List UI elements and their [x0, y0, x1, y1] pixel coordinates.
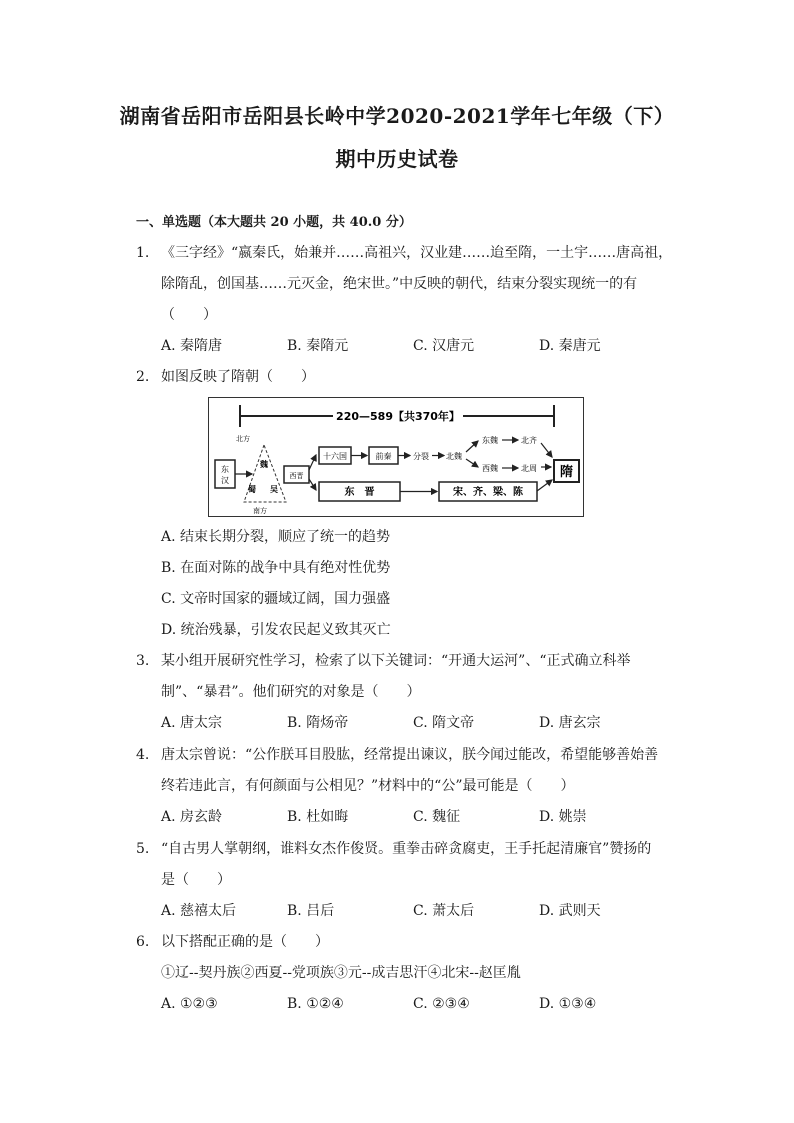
options-row	[161, 989, 676, 1020]
question-stem: ①辽--契丹族②西夏--党项族③元--成吉思汗④北宋--赵匡胤	[161, 965, 521, 981]
north-label: 北方	[236, 435, 250, 443]
question-number: 2.	[136, 369, 150, 385]
donghan-label-1: 东	[221, 465, 229, 474]
option-a[interactable]: A. 结束长期分裂，顺应了统一的趋势	[161, 529, 391, 545]
question-1	[136, 238, 676, 362]
wei-label: 魏	[260, 460, 268, 469]
option-a[interactable]: A. 唐太宗	[161, 715, 223, 731]
question-2-options	[136, 522, 676, 646]
question-stem: 以下搭配正确的是（ ）	[161, 934, 329, 950]
question-stem: （ ）	[161, 307, 217, 323]
question-stem: 是（ ）	[161, 872, 231, 888]
option-c[interactable]: C. ②③④	[413, 996, 470, 1012]
option-b[interactable]: B. 秦隋元	[287, 338, 349, 354]
options-row	[161, 802, 676, 833]
option-c[interactable]: C. 汉唐元	[413, 338, 475, 354]
option-a[interactable]: A. 慈禧太后	[161, 903, 237, 919]
question-number: 4.	[136, 747, 150, 763]
shiliuguo-label: 十六国	[323, 452, 347, 461]
option-d[interactable]: D. 秦唐元	[539, 338, 601, 354]
exam-title-line2: 期中历史试卷	[335, 147, 459, 171]
question-number: 3.	[136, 653, 150, 669]
question-number: 6.	[136, 934, 150, 950]
beizhou-label: 北周	[521, 464, 537, 473]
shu-label: 蜀	[248, 485, 256, 494]
songqiliangchen-label: 宋、齐、梁、陈	[453, 487, 523, 498]
option-b[interactable]: B. ①②④	[287, 996, 344, 1012]
dongjin-label: 东 晋	[344, 487, 375, 498]
option-a[interactable]: A. ①②③	[161, 996, 218, 1012]
option-c[interactable]: C. 文帝时国家的疆域辽阔，国力强盛	[161, 591, 391, 607]
options-row	[161, 331, 676, 362]
option-d[interactable]: D. 武则天	[539, 903, 601, 919]
sui-label: 隋	[559, 465, 574, 480]
option-a[interactable]: A. 房玄龄	[161, 809, 223, 825]
question-3	[136, 646, 676, 739]
option-b[interactable]: B. 在面对陈的战争中具有绝对性优势	[161, 560, 391, 576]
question-stem: 制”、“暴君”。他们研究的对象是（ ）	[161, 684, 421, 700]
question-stem: 除隋乱，创国基……元灭金，绝宋世。”中反映的朝代，结束分裂实现统一的有	[161, 276, 638, 292]
option-b[interactable]: B. 吕后	[287, 903, 335, 919]
question-stem: 终若违此言，有何颜面与公相见？”材料中的“公”最可能是（ ）	[161, 778, 575, 794]
south-label: 南方	[253, 507, 267, 515]
question-number: 1.	[136, 245, 150, 261]
option-b[interactable]: B. 隋炀帝	[287, 715, 349, 731]
option-d[interactable]: D. 姚崇	[539, 809, 587, 825]
option-b[interactable]: B. 杜如晦	[287, 809, 349, 825]
beiwei-label: 北魏	[446, 452, 462, 461]
question-stem: 某小组开展研究性学习，检索了以下关键词：“开通大运河”、“正式确立科举	[161, 653, 631, 669]
question-stem: 如图反映了隋朝（ ）	[161, 369, 315, 385]
option-c[interactable]: C. 魏征	[413, 809, 461, 825]
options-row	[161, 708, 676, 739]
section-heading: 一、单选题（本大题共 20 小题，共 40.0 分）	[136, 215, 412, 230]
question-stem: 唐太宗曾说：“公作朕耳目股肱，经常提出谏议，朕今闻过能改，希望能够善始善	[161, 747, 659, 763]
option-d[interactable]: D. 统治残暴，引发农民起义致其灭亡	[161, 622, 391, 638]
wu-label: 吴	[270, 485, 278, 494]
question-4	[136, 740, 676, 833]
donghan-label-2: 汉	[221, 476, 229, 485]
history-timeline-diagram	[208, 397, 584, 517]
fenlie-label: 分裂	[413, 452, 429, 461]
option-a[interactable]: A. 秦隋唐	[161, 338, 223, 354]
option-d[interactable]: D. 唐玄宗	[539, 715, 601, 731]
option-c[interactable]: C. 隋文帝	[413, 715, 475, 731]
qianqin-label: 前秦	[375, 452, 392, 461]
option-d[interactable]: D. ①③④	[539, 996, 597, 1012]
question-number: 5.	[136, 841, 150, 857]
span-label: 220—589【共370年】	[336, 410, 460, 423]
question-6	[136, 927, 676, 1020]
question-stem: 《三字经》“嬴秦氏，始兼并……高祖兴，汉业建……迨至隋，一土宇……唐高祖，	[161, 245, 673, 261]
exam-title-line1: 湖南省岳阳市岳阳县长岭中学2020-2021学年七年级（下）	[119, 104, 675, 128]
dongwei-label: 东魏	[482, 436, 498, 445]
option-c[interactable]: C. 萧太后	[413, 903, 475, 919]
beiqi-label: 北齐	[521, 436, 537, 445]
options-row	[161, 896, 676, 927]
question-stem: “自古男人掌朝纲，谁料女杰作俊贤。重拳击碎贪腐吏，王手托起清廉官”赞扬的	[161, 841, 652, 857]
question-2	[136, 362, 676, 393]
xijin-label: 西晋	[289, 472, 304, 480]
question-5	[136, 834, 676, 927]
xiwei-label: 西魏	[482, 464, 498, 473]
